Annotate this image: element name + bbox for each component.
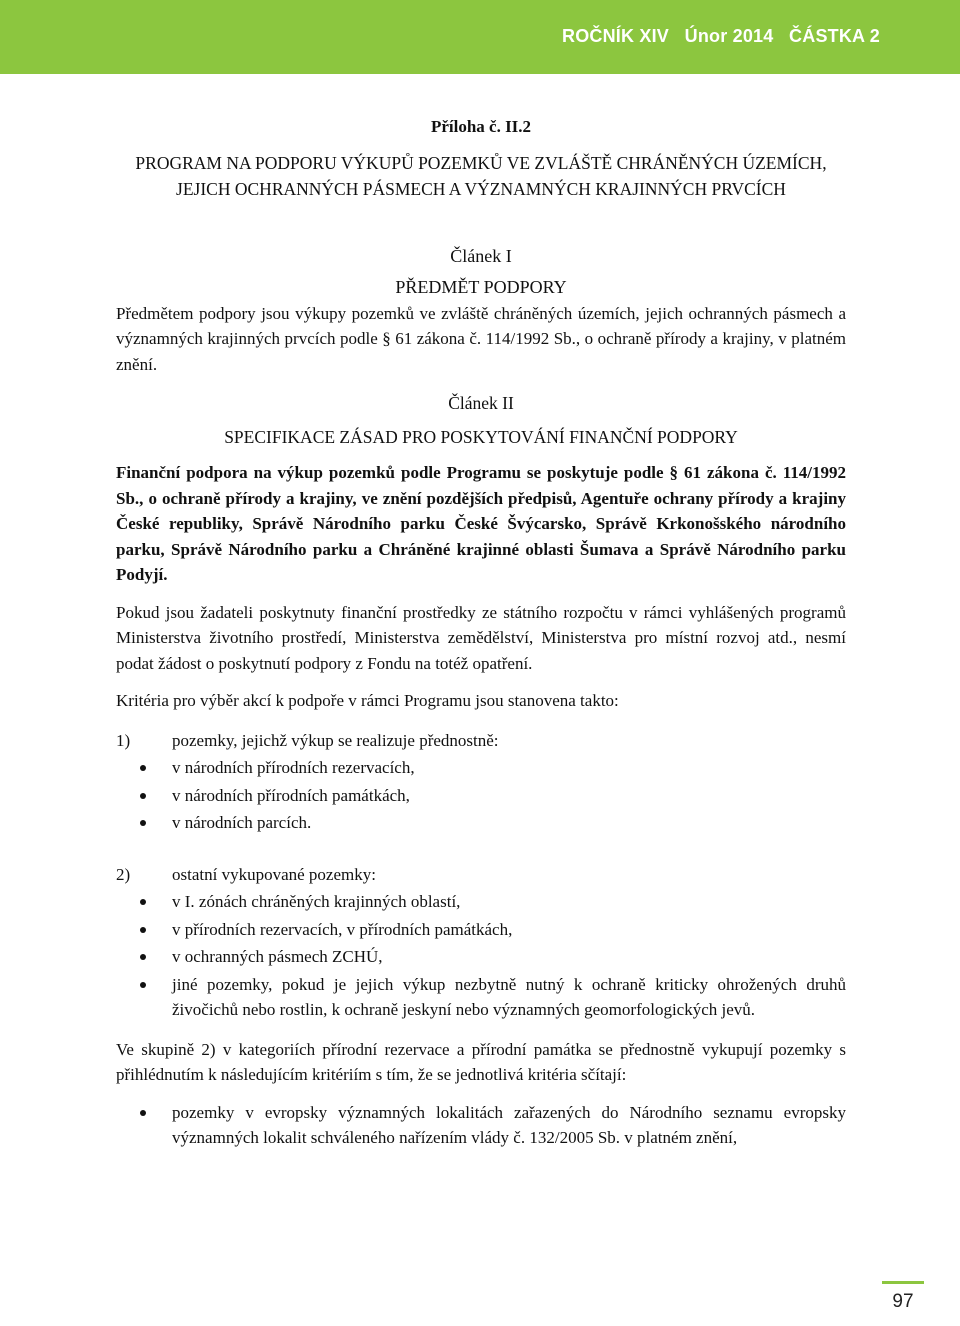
list-item: v přírodních rezervacích, v přírodních památkách, [116, 917, 846, 943]
article-1-title: PŘEDMĚT PODPORY [395, 277, 567, 297]
bullet-icon [140, 982, 146, 988]
article-2-paragraph-1: Pokud jsou žadateli poskytnuty finanční prostředky ze státního rozpočtu v rámci vyhlášených programů Ministerstva životního prostředí, Ministerstva zemědělství, Ministerstva pro místní rozvoj atd., nesmí podat žádost o poskytnutí podpory z Fondu na totéž opatření. [116, 602, 846, 673]
article-1-number: Článek I [450, 245, 512, 266]
document-body [116, 114, 846, 1151]
group-2-label: ostatní vykupované pozemky: [172, 864, 376, 884]
bullet-icon [140, 820, 146, 826]
list-item: pozemky v evropsky významných lokalitách zařazených do Národního seznamu evropsky významných lokalit schváleného nařízením vlády č. 132/2005 Sb. v platném znění, [116, 1100, 846, 1151]
list-item: v národních parcích. [116, 810, 846, 836]
article-1-text: Předmětem podpory jsou výkupy pozemků ve zvláště chráněných územích, jejich ochranných pásmech a významných krajinných prvcích podle § 61 zákona č. 114/1992 Sb., o ochraně přírody a krajiny, v platném znění. [116, 303, 846, 374]
article-2-title: SPECIFIKACE ZÁSAD PRO POSKYTOVÁNÍ FINANČNÍ PODPORY [224, 426, 738, 447]
group-1-heading [116, 728, 846, 754]
group-2-number: 2) [116, 864, 131, 884]
bullet-icon [140, 899, 146, 905]
group-1-number: 1) [116, 730, 131, 750]
list-item: v národních přírodních rezervacích, [116, 755, 846, 781]
article-2-bold-text: Finanční podpora na výkup pozemků podle Programu se poskytuje podle § 61 zákona č. 114/1992 Sb., o ochraně přírody a krajiny, ve znění pozdějších předpisů, Agentuře ochrany přírody a krajiny České republiky, Správě Národního parku České Švýcarsko, Správě Krkonošského národního parku, Správě Národního parku a Chráněné krajinné oblasti Šumava a Správě Národního parku Podyjí. [116, 463, 846, 584]
annex-label: Příloha č. II.2 [430, 117, 532, 136]
list-item: v národních přírodních památkách, [116, 783, 846, 809]
final-criteria-list [116, 1100, 846, 1151]
list-item: v ochranných pásmech ZCHÚ, [116, 944, 846, 970]
group-2-heading [116, 862, 846, 888]
bullet-icon [140, 1110, 146, 1116]
article-2-paragraph-2: Ve skupině 2) v kategoriích přírodní rezervace a přírodní památka se přednostně vykupují pozemky s přihlédnutím k následujícím kritériím s tím, že se jednotlivá kritéria sčítají: [116, 1039, 846, 1084]
bullet-icon [140, 954, 146, 960]
list-item: jiné pozemky, pokud je jejich výkup nezbytně nutný k ochraně kriticky ohrožených druhů živočichů nebo rostlin, k ochraně jeskyní nebo významných geomorfologických jevů. [116, 972, 846, 1023]
article-2-number: Článek II [448, 393, 514, 413]
header-bar [0, 0, 960, 74]
bullet-icon [140, 793, 146, 799]
bullet-icon [140, 927, 146, 933]
group-2-list [116, 889, 846, 1023]
group-1-list [116, 755, 846, 836]
group-1-label: pozemky, jejichž výkup se realizuje přednostně: [172, 730, 499, 750]
page-number: 97 [882, 1281, 924, 1322]
list-item: v I. zónách chráněných krajinných oblastí, [116, 889, 846, 915]
criteria-intro: Kritéria pro výběr akcí k podpoře v rámci Programu jsou stanovena takto: [116, 691, 619, 710]
bullet-icon [140, 765, 146, 771]
program-title: PROGRAM NA PODPORU VÝKUPŮ POZEMKŮ VE ZVLÁŠTĚ CHRÁNĚNÝCH ÚZEMÍCH, JEJICH OCHRANNÝCH PÁSMECH A VÝZNAMNÝCH KRAJINNÝCH PRVCÍCH [135, 152, 827, 199]
issue-info: ROČNÍK XIV Únor 2014 ČÁSTKA 2 [562, 26, 880, 46]
